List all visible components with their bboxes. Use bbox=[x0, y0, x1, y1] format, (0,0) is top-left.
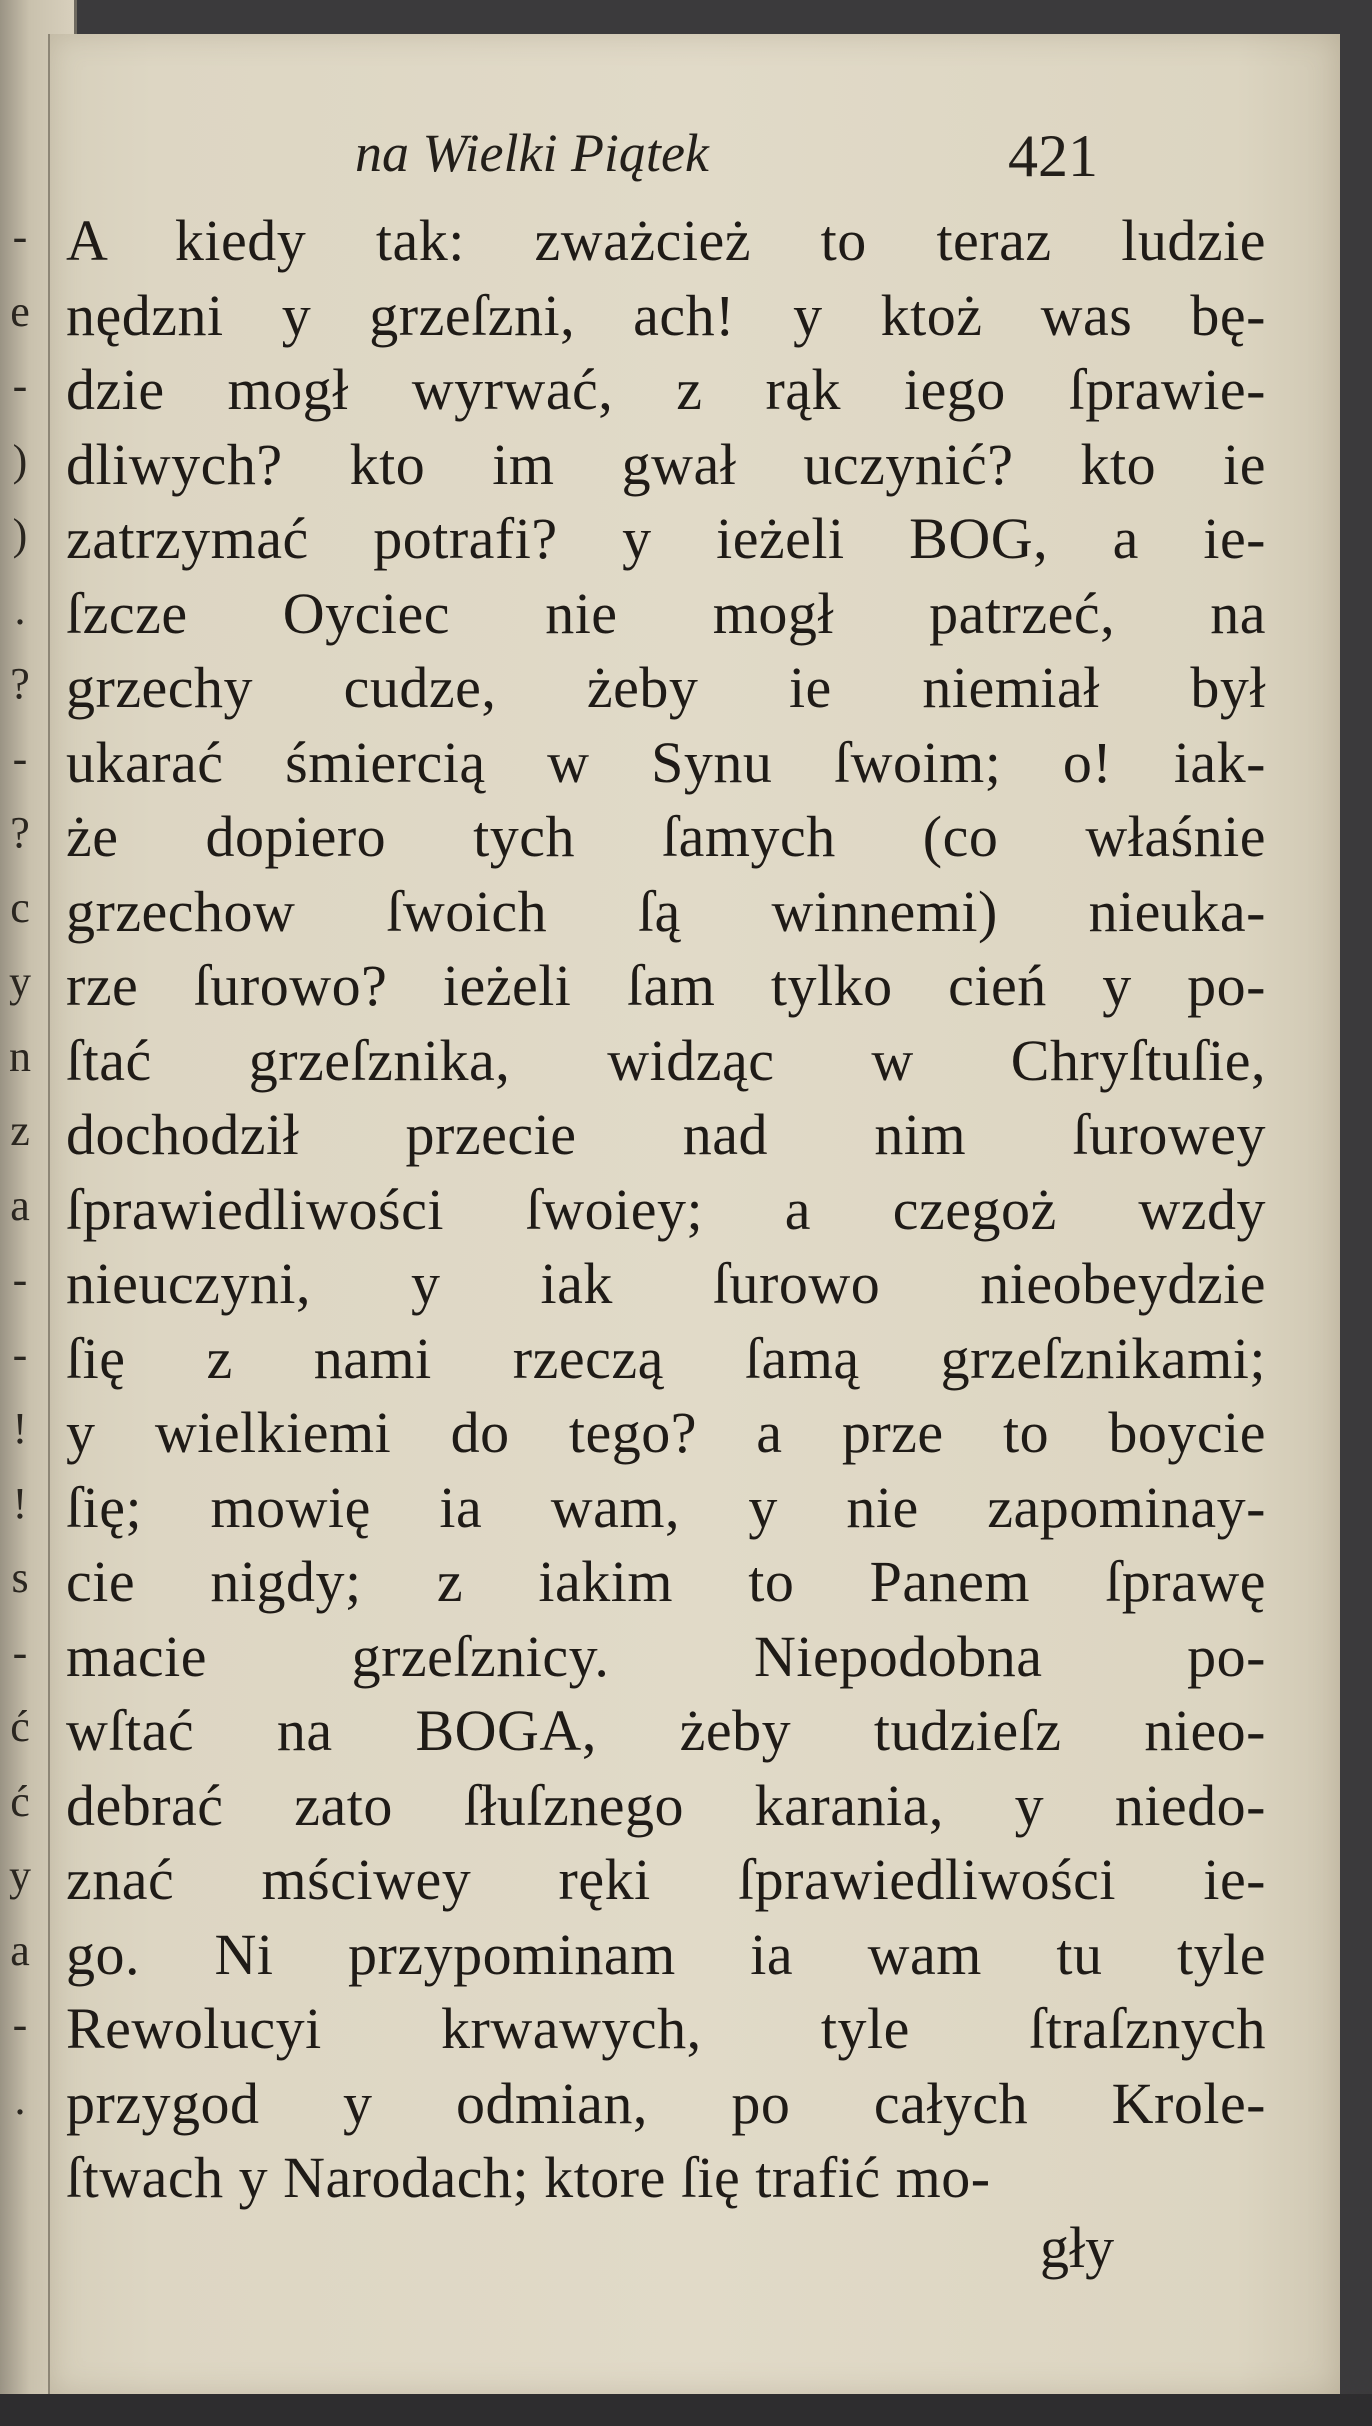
text-line: ſtwach y Narodach; ktore ſię trafić mo- bbox=[66, 2145, 991, 2210]
facing-page-glyph: - bbox=[12, 361, 28, 410]
facing-page-glyph: ) bbox=[12, 510, 28, 559]
text-line: dochodził przecie nad nim ſurowey bbox=[66, 1102, 1266, 1167]
text-line: ſię; mowię ia wam, y nie zapominay- bbox=[66, 1474, 1266, 1540]
text-line: zatrzymać potrafi? y ieżeli BOG, a ie- bbox=[66, 506, 1266, 571]
facing-page-glyph: - bbox=[12, 733, 28, 783]
text-line: znać mściwey ręki ſprawiedliwości ie- bbox=[66, 1847, 1266, 1912]
text-line: grzechow ſwoich ſą winnemi) nieuka- bbox=[66, 878, 1266, 944]
text-line: że dopiero tych ſamych (co właśnie bbox=[66, 804, 1266, 869]
page-header bbox=[50, 122, 1340, 202]
facing-page-glyph: s bbox=[11, 1553, 29, 1602]
facing-page-glyph: ? bbox=[10, 808, 30, 857]
text-line: ſzcze Oyciec nie mogł patrzeć, na bbox=[66, 580, 1266, 646]
book-page bbox=[48, 34, 1340, 2394]
running-title: na Wielki Piątek bbox=[355, 123, 709, 183]
facing-page-glyph: y bbox=[9, 957, 31, 1006]
text-line: ſprawiedliwości ſwoiey; a czegoż wzdy bbox=[66, 1176, 1266, 1242]
facing-page-glyph: ! bbox=[12, 1404, 28, 1453]
text-line: Rewolucyi krwawych, tyle ſtraſznych bbox=[66, 1996, 1266, 2061]
facing-page-glyph: a bbox=[10, 1925, 30, 1975]
text-line: przygod y odmian, po całych Krole- bbox=[66, 2070, 1266, 2136]
text-line: cie nigdy; z iakim to Panem ſprawę bbox=[66, 1549, 1266, 1614]
text-line: grzechy cudze, żeby ie niemiał był bbox=[66, 655, 1266, 720]
text-line: nędzni y grzeſzni, ach! y ktoż was bę- bbox=[66, 282, 1266, 348]
text-line: nieuczyni, y iak ſurowo nieobeydzie bbox=[66, 1251, 1266, 1316]
text-line: rze ſurowo? ieżeli ſam tylko cień y po- bbox=[66, 953, 1266, 1018]
catchword: gły bbox=[1040, 2215, 1115, 2280]
text-line: wſtać na BOGA, żeby tudzieſz nieo- bbox=[66, 1698, 1266, 1763]
facing-page-glyph: ) bbox=[12, 435, 28, 485]
text-line: dzie mogł wyrwać, z rąk iego ſprawie- bbox=[66, 357, 1266, 422]
text-line: go. Ni przypominam ia wam tu tyle bbox=[66, 1921, 1266, 1987]
text-line: ſię z nami rzeczą ſamą grzeſznikami; bbox=[66, 1325, 1266, 1391]
facing-page-glyph: ! bbox=[12, 1478, 28, 1528]
text-line: debrać zato ſłuſznego karania, y niedo- bbox=[66, 1772, 1266, 1838]
facing-page-glyph: e bbox=[10, 286, 30, 336]
text-line: ukarać śmiercią w Synu ſwoim; o! iak- bbox=[66, 729, 1266, 795]
text-line: macie grzeſznicy. Niepodobna po- bbox=[66, 1623, 1266, 1689]
facing-page-glyph: . bbox=[14, 2074, 26, 2124]
facing-page-glyph: a bbox=[10, 1180, 30, 1230]
scan-background bbox=[0, 2394, 1372, 2426]
text-line: ſtać grzeſznika, widząc w Chryſtuſie, bbox=[66, 1027, 1266, 1093]
facing-page-glyph: - bbox=[12, 1255, 28, 1304]
text-line: y wielkiemi do tego? a prze to boycie bbox=[66, 1400, 1266, 1465]
facing-page-glyph: . bbox=[14, 584, 26, 634]
page-number: 421 bbox=[1008, 123, 1098, 189]
facing-page-glyph: ć bbox=[10, 1702, 30, 1751]
facing-page-glyph: ć bbox=[10, 1776, 30, 1826]
text-line: A kiedy tak: zważcież to teraz ludzie bbox=[66, 208, 1266, 273]
facing-page-glyph: - bbox=[12, 212, 28, 261]
facing-page-glyph: n bbox=[9, 1031, 31, 1081]
facing-page-glyph: - bbox=[12, 1329, 28, 1379]
facing-page-glyph: - bbox=[12, 1627, 28, 1677]
body-text bbox=[66, 204, 1266, 2216]
facing-page-glyph: c bbox=[10, 882, 30, 932]
facing-page-glyphs bbox=[0, 200, 40, 2137]
facing-page-glyph: ? bbox=[10, 659, 30, 708]
text-line: dliwych? kto im gwał uczynić? kto ie bbox=[66, 431, 1266, 497]
facing-page-glyph: y bbox=[9, 1851, 31, 1900]
facing-page-glyph: z bbox=[10, 1106, 30, 1155]
facing-page-glyph: - bbox=[12, 2000, 28, 2049]
